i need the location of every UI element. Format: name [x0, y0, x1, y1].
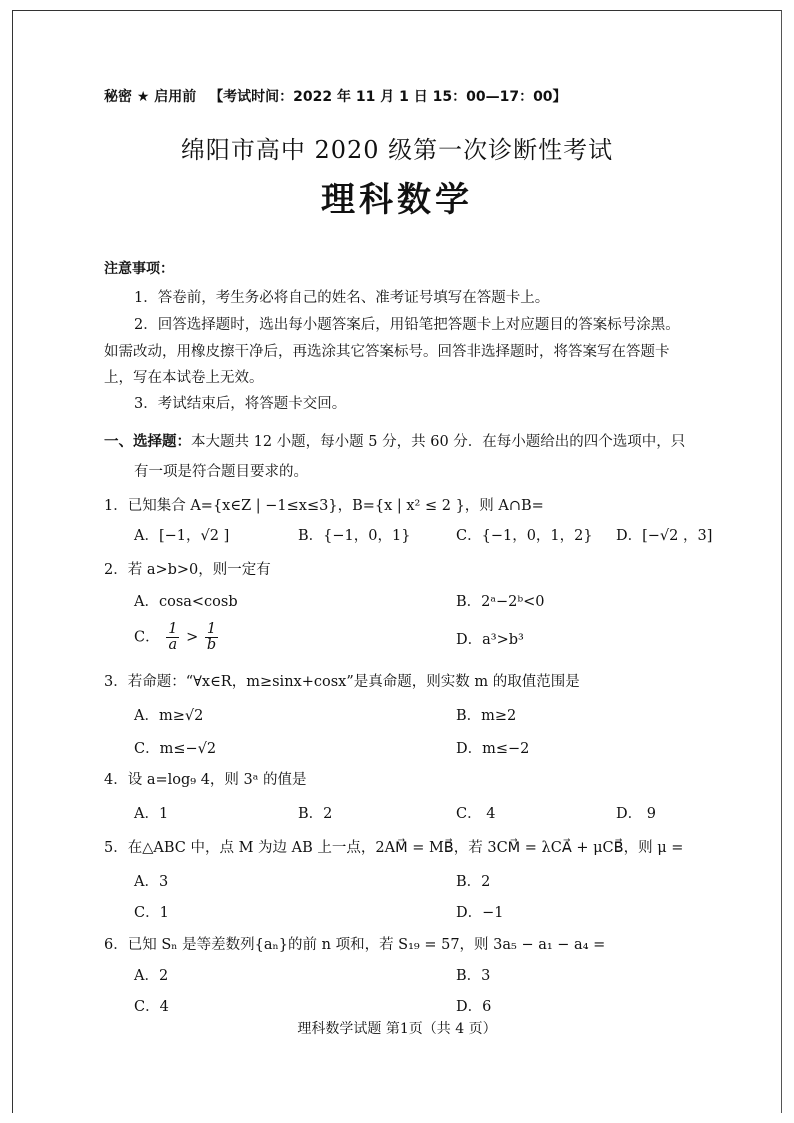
section-label: 一、选择题：	[104, 434, 191, 450]
q2-option-c-op: >	[186, 629, 199, 646]
note-line-2: 2．回答选择题时，选出每小题答案后，用铅笔把答题卡上对应题目的答案标号涂黑。	[134, 317, 680, 333]
exam-time: 【考试时间：2022 年 11 月 1 日 15：00—17：00】	[209, 89, 567, 105]
q5-option-c: C．1	[134, 905, 169, 921]
q3-stem: 3．若命题：“∀x∈R，m≥sinx+cosx”是真命题，则实数 m 的取值范围是	[104, 674, 580, 690]
q5-stem: 5．在△ABC 中，点 M 为边 AB 上一点，2AM⃗ = MB⃗，若 3CM⃗ = λCA⃗ + μCB⃗，则 μ =	[104, 840, 684, 856]
q1-option-b: B．{−1，0，1}	[298, 528, 411, 544]
header-line	[104, 86, 567, 106]
q1-option-d: D．[−√2 ，3]	[616, 528, 713, 544]
q4-option-c: C． 4	[456, 806, 496, 822]
q3-option-b: B．m≥2	[456, 708, 517, 724]
q1-stem: 1．已知集合 A={x∈Z | −1≤x≤3}，B={x | x² ≤ 2 }，则 A∩B=	[104, 498, 544, 514]
fraction-1-over-b: $\frac{1}{b}$	[206, 621, 217, 654]
q4-option-b: B．2	[298, 806, 333, 822]
q5-option-d: D．−1	[456, 905, 504, 921]
notes-title: 注意事项：	[104, 261, 174, 277]
q6-option-d: D．6	[456, 999, 492, 1015]
section-desc-2: 有一项是符合题目要求的。	[134, 464, 308, 480]
note-line-3: 如需改动，用橡皮擦干净后，再选涂其它答案标号。回答非选择题时，将答案写在答题卡	[104, 344, 670, 360]
note-line-4: 上，写在本试卷上无效。	[104, 370, 264, 386]
q2-option-c	[134, 622, 220, 653]
note-line-5: 3．考试结束后，将答题卡交回。	[134, 396, 347, 412]
secret-label: 秘密 ★ 启用前	[104, 89, 197, 105]
q6-option-c: C．4	[134, 999, 169, 1015]
fraction-1-over-a: $\frac{1}{a}$	[168, 621, 178, 654]
q5-option-a: A．3	[134, 874, 169, 890]
q2-option-c-prefix: C．	[134, 629, 160, 646]
q3-option-a: A．m≥√2	[134, 708, 204, 724]
q1-option-c: C．{−1，0，1，2}	[456, 528, 593, 544]
q5-option-b: B．2	[456, 874, 491, 890]
page-footer: 理科数学试题 第1页（共 4 页）	[297, 1021, 497, 1037]
q3-option-c: C．m≤−√2	[134, 741, 217, 757]
q2-option-a: A．cosa<cosb	[134, 594, 238, 610]
q6-option-b: B．3	[456, 968, 491, 984]
section-desc-1: 本大题共 12 小题，每小题 5 分，共 60 分．在每小题给出的四个选项中，只	[191, 434, 686, 450]
q6-stem: 6．已知 Sₙ 是等差数列{aₙ}的前 n 项和，若 S₁₉ = 57，则 3a₅ − a₁ − a₄ =	[104, 937, 606, 953]
section-header	[104, 430, 685, 451]
note-line-1: 1．答卷前，考生务必将自己的姓名、准考证号填写在答题卡上。	[134, 290, 550, 306]
q4-option-a: A．1	[134, 806, 169, 822]
q2-option-b: B．2ᵃ−2ᵇ<0	[456, 594, 545, 610]
q1-option-a: A．[−1，√2 ]	[134, 528, 230, 544]
q4-option-d: D． 9	[616, 806, 656, 822]
q3-option-d: D．m≤−2	[456, 741, 530, 757]
subject-title: 理科数学	[321, 180, 473, 220]
q2-stem: 2．若 a>b>0，则一定有	[104, 562, 271, 578]
exam-title: 绵阳市高中 2020 级第一次诊断性考试	[180, 136, 614, 164]
q6-option-a: A．2	[134, 968, 169, 984]
q2-option-d: D．a³>b³	[456, 632, 524, 648]
q4-stem: 4．设 a=log₉ 4，则 3ᵃ 的值是	[104, 772, 307, 788]
